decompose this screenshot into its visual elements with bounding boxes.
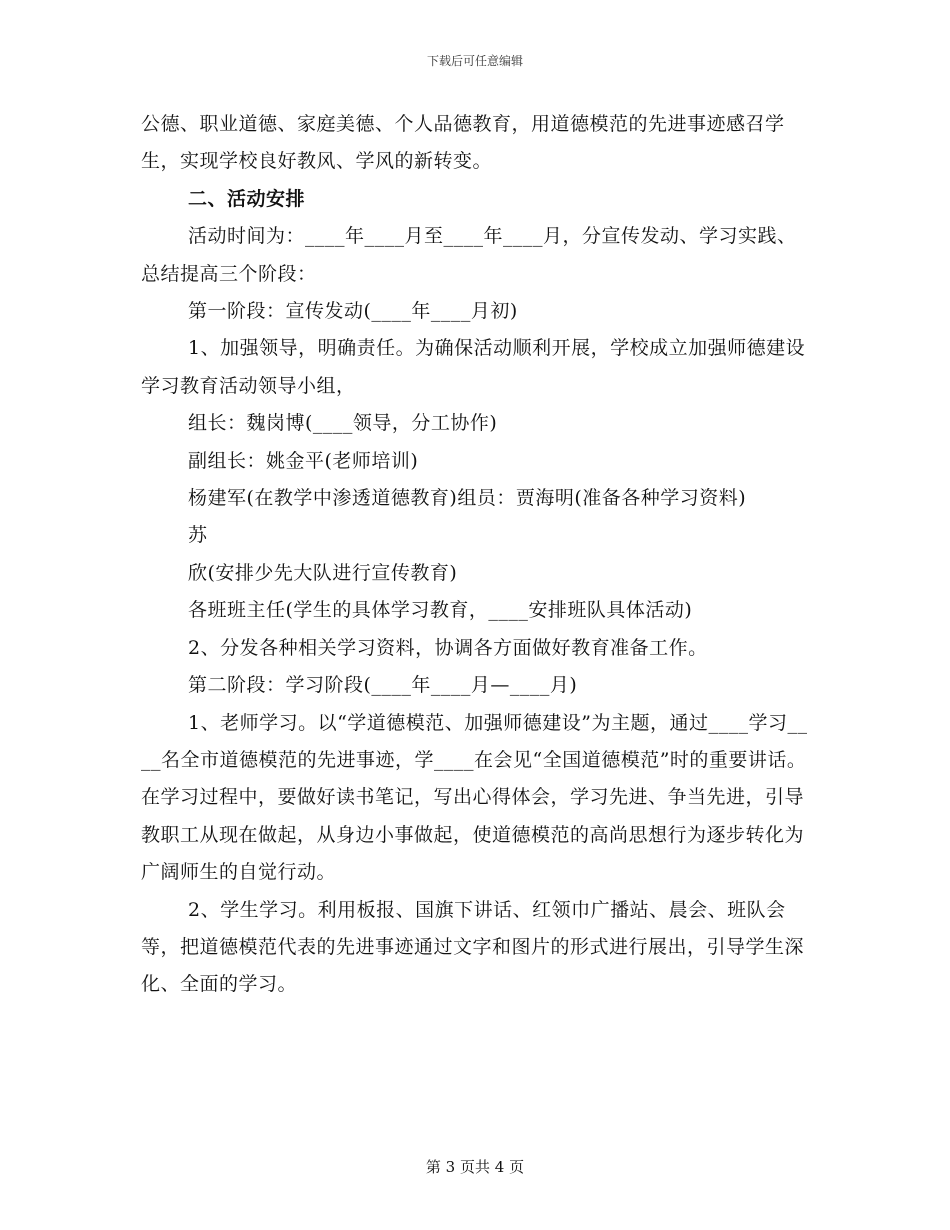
paragraph: 第二阶段：学习阶段(____年____月—____月): [188, 674, 578, 697]
paragraph: 活动时间为：____年____月至____年____月，分宣传发动、学习实践、总结提高三个阶段：: [141, 225, 797, 285]
page-header: 下载后可任意编辑: [426, 54, 523, 68]
paragraph: 副组长：姚金平(老师培训): [188, 449, 419, 472]
section-heading: 二、活动安排: [188, 187, 306, 210]
paragraph: 公德、职业道德、家庭美德、个人品德教育，用道德模范的先进事迹感召学生，实现学校良好教风、学风的新转变。: [141, 113, 785, 173]
paragraph: 2、分发各种相关学习资料，协调各方面做好教育准备工作。: [188, 636, 708, 659]
paragraph: 第一阶段：宣传发动(____年____月初): [188, 300, 518, 323]
paragraph: 2、学生学习。利用板报、国旗下讲话、红领巾广播站、晨会、班队会等，把道德模范代表的先进事迹通过文字和图片的形式进行展出，引导学生深化、全面的学习。: [141, 898, 805, 996]
paragraph: 苏: [188, 524, 208, 547]
paragraph: 1、老师学习。以“学道德模范、加强师德建设”为主题，通过____学习____名全市道德模范的先进事迹，学____在会见“全国道德模范”时的重要讲话。在学习过程中，要做好读书笔记，写出心得体会，学习先进、争当先进，引导教职工从现在做起，从身边小事做起，使道德模范的高尚思想行为逐步转化为广阔师生的自觉行动。: [141, 711, 808, 884]
paragraph: 杨建军(在教学中渗透道德教育)组员：贾海明(准备各种学习资料): [188, 487, 747, 510]
paragraph: 组长：魏岗博(____领导，分工协作): [188, 412, 498, 435]
paragraph: 各班班主任(学生的具体学习教育，____安排班队具体活动): [188, 599, 693, 622]
page-footer: 第 3 页共 4 页: [425, 1158, 525, 1176]
paragraph: 欣(安排少先大队进行宣传教育): [188, 561, 458, 584]
document-body: [141, 106, 809, 1004]
paragraph: 1、加强领导，明确责任。为确保活动顺利开展，学校成立加强师德建设学习教育活动领导小组，: [141, 337, 806, 397]
